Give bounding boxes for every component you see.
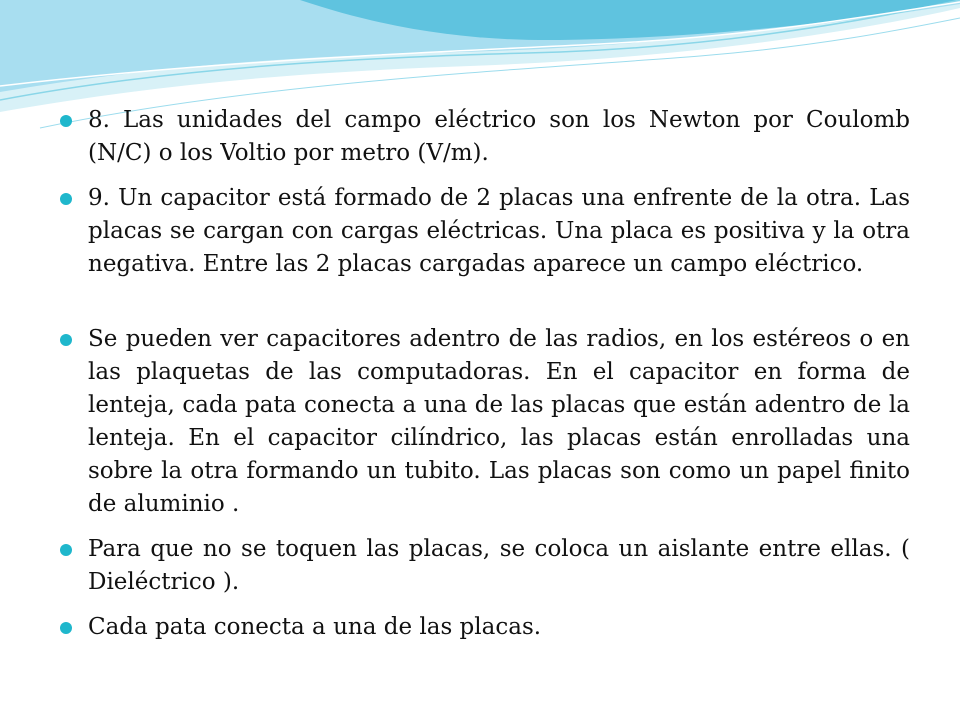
bullet-dot-icon — [60, 544, 72, 556]
bullet-list — [60, 104, 910, 656]
bullet-item — [60, 323, 910, 521]
bullet-dot-icon — [60, 334, 72, 346]
bullet-dot-icon — [60, 193, 72, 205]
bullet-item — [60, 611, 910, 644]
bullet-item — [60, 533, 910, 599]
bullet-dot-icon — [60, 622, 72, 634]
bullet-dot-icon — [60, 115, 72, 127]
bullet-text: Cada pata conecta a una de las placas. — [88, 614, 542, 640]
bullet-item — [60, 104, 910, 170]
bullet-text: Se pueden ver capacitores adentro de las radios, en los estéreos o en las plaquetas de las computadoras. En el capacitor en forma de lenteja, cada pata conecta a una de las placas que están adentro de la lenteja. En el capacitor cilíndrico, las placas están enrolladas una sobre la otra formando un tubito. Las placas son como un papel finito de aluminio . — [88, 326, 910, 517]
bullet-text: 9. Un capacitor está formado de 2 placas una enfrente de la otra. Las placas se cargan con cargas eléctricas. Una placa es positiva y la otra negativa. Entre las 2 placas cargadas aparece un campo eléctrico. — [88, 185, 910, 277]
bullet-text: Para que no se toquen las placas, se coloca un aislante entre ellas. ( Dieléctrico ). — [88, 536, 910, 595]
bullet-item — [60, 182, 910, 281]
bullet-text: 8. Las unidades del campo eléctrico son los Newton por Coulomb (N/C) o los Voltio por metro (V/m). — [88, 107, 910, 166]
